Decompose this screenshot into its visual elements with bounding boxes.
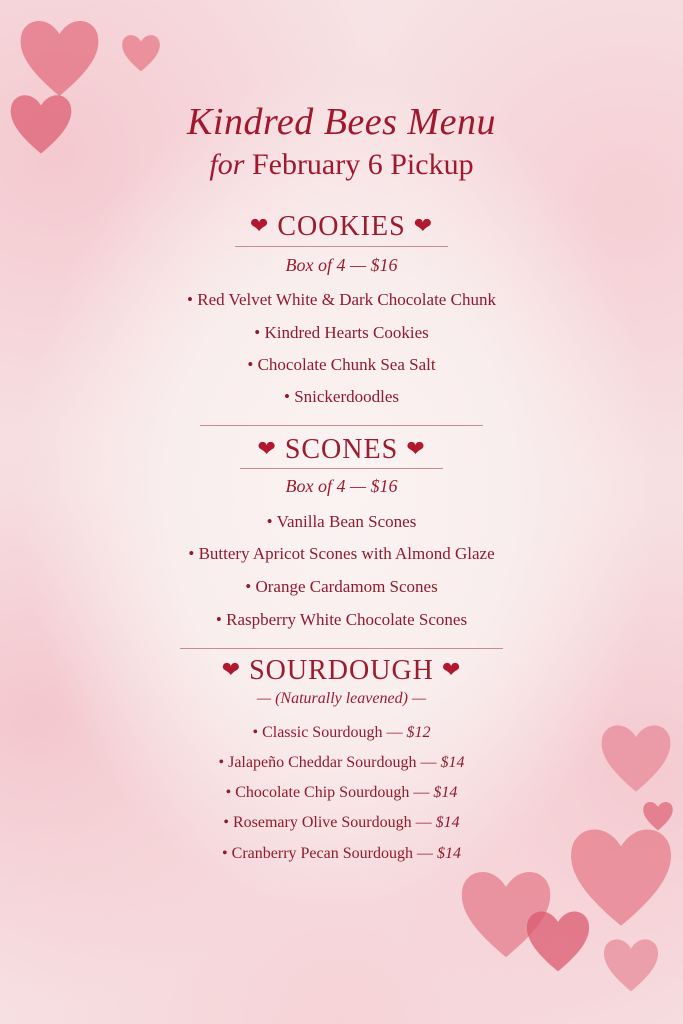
menu-title: Kindred Bees Menu: [187, 101, 496, 143]
menu-subtitle: [0, 148, 683, 182]
menu-item: • Chocolate Chunk Sea Salt: [247, 355, 436, 374]
heart-icon: ❤: [249, 213, 270, 238]
heart-icon: ❤: [441, 657, 462, 682]
heart-icon: ❤: [413, 213, 434, 238]
section-price-cookies: Box of 4 — $16: [285, 255, 398, 275]
menu-item: • Red Velvet White & Dark Chocolate Chunk: [187, 290, 496, 309]
heart-decoration-bottom-center: [520, 900, 596, 982]
heart-icon: ❤: [406, 436, 426, 461]
menu-item: • Rosemary Olive Sourdough — $14: [223, 814, 460, 831]
heart-icon: ❤: [221, 657, 242, 682]
divider: [200, 425, 483, 426]
subtitle-pickup-date: February 6 Pickup: [251, 148, 474, 181]
heart-decoration-bottom-right: [598, 930, 664, 1000]
subtitle-for: for: [209, 148, 245, 181]
menu-item: • Snickerdoodles: [283, 387, 400, 406]
menu-item: • Orange Cardamom Scones: [245, 577, 438, 596]
menu-item: • Jalapeño Cheddar Sourdough — $14: [218, 754, 465, 771]
menu-item: • Buttery Apricot Scones with Almond Glaze: [188, 544, 495, 563]
section-heading-sourdough: ❤ SOURDOUGH ❤: [0, 655, 683, 687]
menu-item: • Chocolate Chip Sourdough — $14: [225, 784, 458, 801]
divider: [235, 246, 448, 247]
heart-decoration-top-left-small: [118, 28, 164, 78]
section-note-sourdough: — (Naturally leavened) —: [256, 690, 427, 707]
heart-icon: ❤: [257, 436, 277, 461]
divider: [240, 468, 443, 469]
menu-item: • Cranberry Pecan Sourdough — $14: [222, 845, 461, 862]
menu-item: • Vanilla Bean Scones: [266, 512, 417, 531]
section-heading-cookies: ❤ COOKIES ❤: [0, 211, 683, 243]
menu-item: • Raspberry White Chocolate Scones: [215, 610, 468, 629]
section-price-scones: Box of 4 — $16: [285, 476, 398, 496]
divider: [180, 648, 503, 649]
section-heading-scones: ❤ SCONES ❤: [0, 434, 683, 466]
menu-item: • Kindred Hearts Cookies: [254, 323, 429, 342]
menu-item: • Classic Sourdough — $12: [252, 724, 431, 741]
